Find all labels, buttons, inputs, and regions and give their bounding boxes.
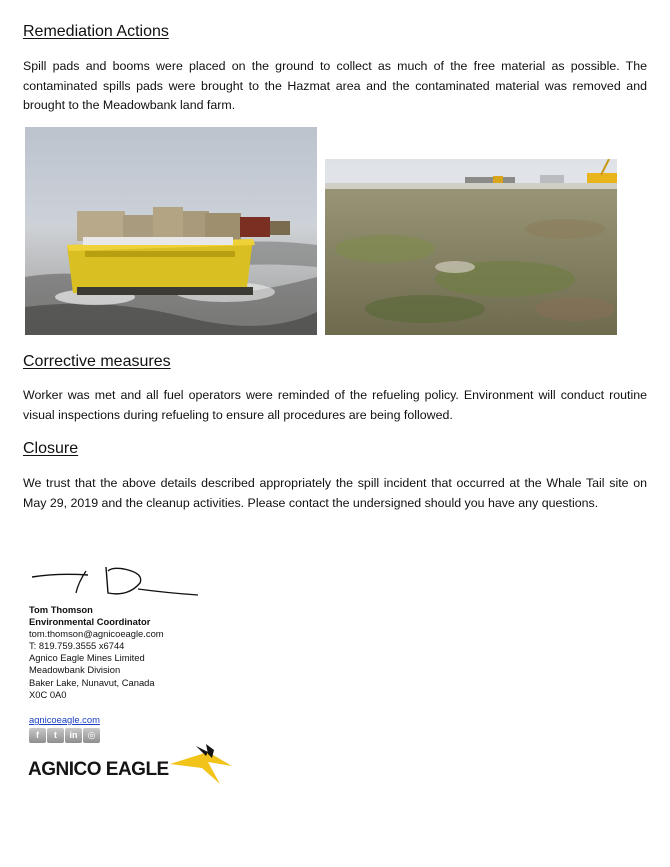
signer-email: tom.thomson@agnicoeagle.com xyxy=(29,628,164,640)
company-division: Meadowbank Division xyxy=(29,664,121,676)
facebook-icon[interactable]: f xyxy=(29,728,46,743)
linkedin-icon[interactable]: in xyxy=(65,728,82,743)
photo-tundra xyxy=(325,159,617,335)
corrective-heading: Corrective measures xyxy=(23,353,171,370)
signer-phone: T: 819.759.3555 x6744 xyxy=(29,640,125,652)
remediation-heading: Remediation Actions xyxy=(23,23,169,40)
company-name: Agnico Eagle Mines Limited xyxy=(29,652,145,664)
instagram-icon[interactable]: ◎ xyxy=(83,728,100,743)
signer-name: Tom Thomson xyxy=(29,604,93,615)
corrective-paragraph: Worker was met and all fuel operators were reminded of the refueling policy. Environment will conduct routine visual inspections during refueling to ensure all procedures are being followed. xyxy=(23,388,647,422)
remediation-paragraph: Spill pads and booms were placed on the ground to collect as much of the free material as possible. The contaminated spills pads were brought to the Hazmat area and the contaminated material was removed and brought to the Meadowbank land farm. xyxy=(23,59,647,112)
handwritten-signature xyxy=(28,563,203,608)
company-postal: X0C 0A0 xyxy=(29,688,67,700)
closure-heading: Closure xyxy=(23,440,79,457)
social-icons xyxy=(29,728,100,743)
website-link[interactable]: agnicoeagle.com xyxy=(29,714,100,725)
signer-role: Environmental Coordinator xyxy=(29,616,151,628)
photo-spill-bin xyxy=(25,127,317,335)
company-city: Baker Lake, Nunavut, Canada xyxy=(29,676,155,688)
closure-paragraph: We trust that the above details described appropriately the spill incident that occurred at the Whale Tail site on May 29, 2019 and the cleanup activities. Please contact the undersigned should you have any questions. xyxy=(23,476,647,510)
logo-wordmark: AGNICO EAGLE xyxy=(28,759,169,780)
twitter-icon[interactable]: t xyxy=(47,728,64,743)
signature-block xyxy=(29,604,164,701)
eagle-icon xyxy=(168,742,234,788)
